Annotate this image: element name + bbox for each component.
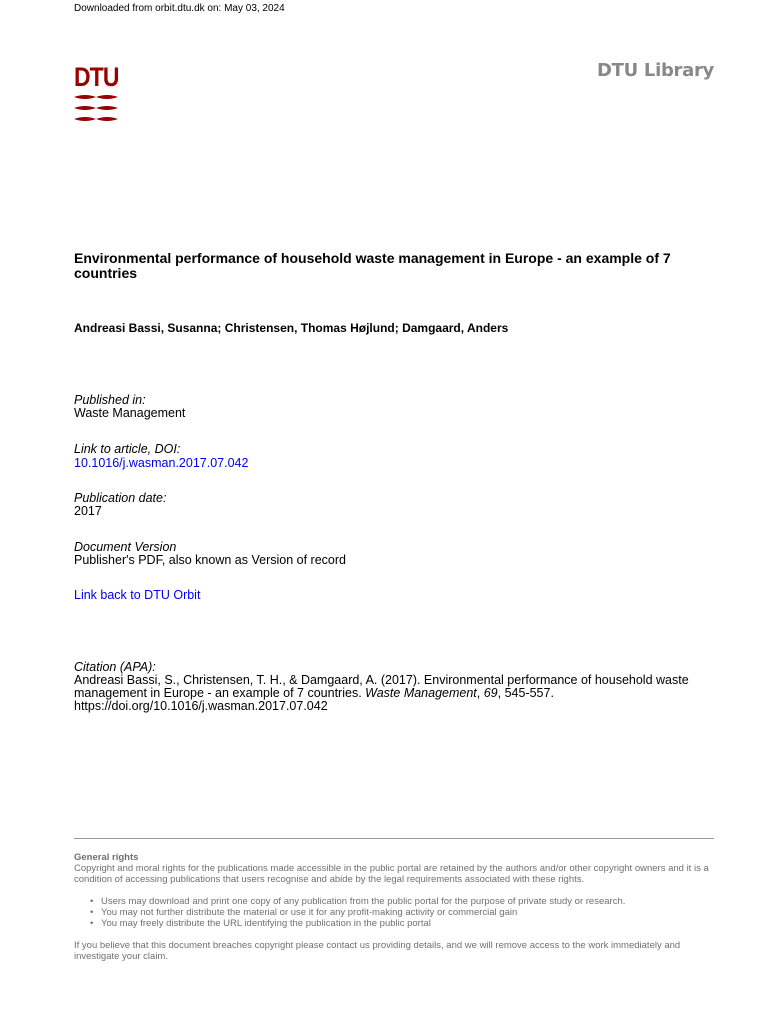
published-in-value: Waste Management [74, 406, 186, 420]
rights-bullet: • You may freely distribute the URL identifying the publication in the public portal [90, 918, 719, 929]
doi-label: Link to article, DOI: [74, 442, 181, 456]
general-rights-section [74, 852, 719, 962]
divider [74, 838, 714, 839]
dtu-logo-mark-icon [74, 93, 118, 125]
general-rights-heading: General rights [74, 852, 139, 863]
rights-list [90, 896, 719, 929]
citation-volume: 69 [483, 686, 498, 700]
publication-date-section [74, 492, 166, 518]
citation-main: Andreasi Bassi, S., Christensen, T. H., & Damgaard, A. (2017). Environmental performance of household waste management in Europe - an example of 7 countries. [74, 673, 689, 700]
dtu-logo [74, 64, 118, 125]
citation-text [74, 674, 719, 700]
document-version-label: Document Version [74, 540, 177, 554]
general-rights-closing: If you believe that this document breaches copyright please contact us providing details, and we will remove access to the work immediately and investigate your claim. [74, 940, 681, 962]
orbit-link[interactable]: Link back to DTU Orbit [74, 588, 201, 602]
citation-separator: , [476, 686, 484, 700]
rights-bullet: • You may not further distribute the material or use it for any profit-making activity or commercial gain [90, 907, 719, 918]
document-title: Environmental performance of household waste management in Europe - an example of 7 countries [74, 250, 671, 281]
publication-date-label: Publication date: [74, 491, 167, 505]
authors: Andreasi Bassi, Susanna; Christensen, Thomas Højlund; Damgaard, Anders [74, 321, 509, 335]
doi-section [74, 443, 248, 470]
document-version-value: Publisher's PDF, also known as Version of record [74, 553, 346, 567]
citation-journal: Waste Management [365, 686, 477, 700]
published-in-section [74, 394, 185, 420]
citation-url: https://doi.org/10.1016/j.wasman.2017.07.042 [74, 699, 328, 713]
published-in-label: Published in: [74, 393, 146, 407]
citation-pages: , 545-557. [497, 686, 554, 700]
doi-link[interactable]: 10.1016/j.wasman.2017.07.042 [74, 456, 249, 470]
download-notice: Downloaded from orbit.dtu.dk on: May 03, 2024 [74, 3, 285, 14]
rights-bullet: • Users may download and print one copy of any publication from the public portal for the purpose of private study or research. [90, 896, 719, 907]
general-rights-intro: Copyright and moral rights for the publications made accessible in the public portal are retained by the authors and/or other copyright owners and it is a condition of accessing publications that users recognise and abide by the legal requirements associated with these rights. [74, 863, 709, 885]
document-version-section [74, 541, 346, 567]
dtu-logo-text: DTU [74, 62, 119, 92]
citation-section [74, 661, 719, 713]
dtu-library-label: DTU Library [597, 60, 714, 81]
publication-date-value: 2017 [74, 504, 102, 518]
citation-label: Citation (APA): [74, 660, 156, 674]
